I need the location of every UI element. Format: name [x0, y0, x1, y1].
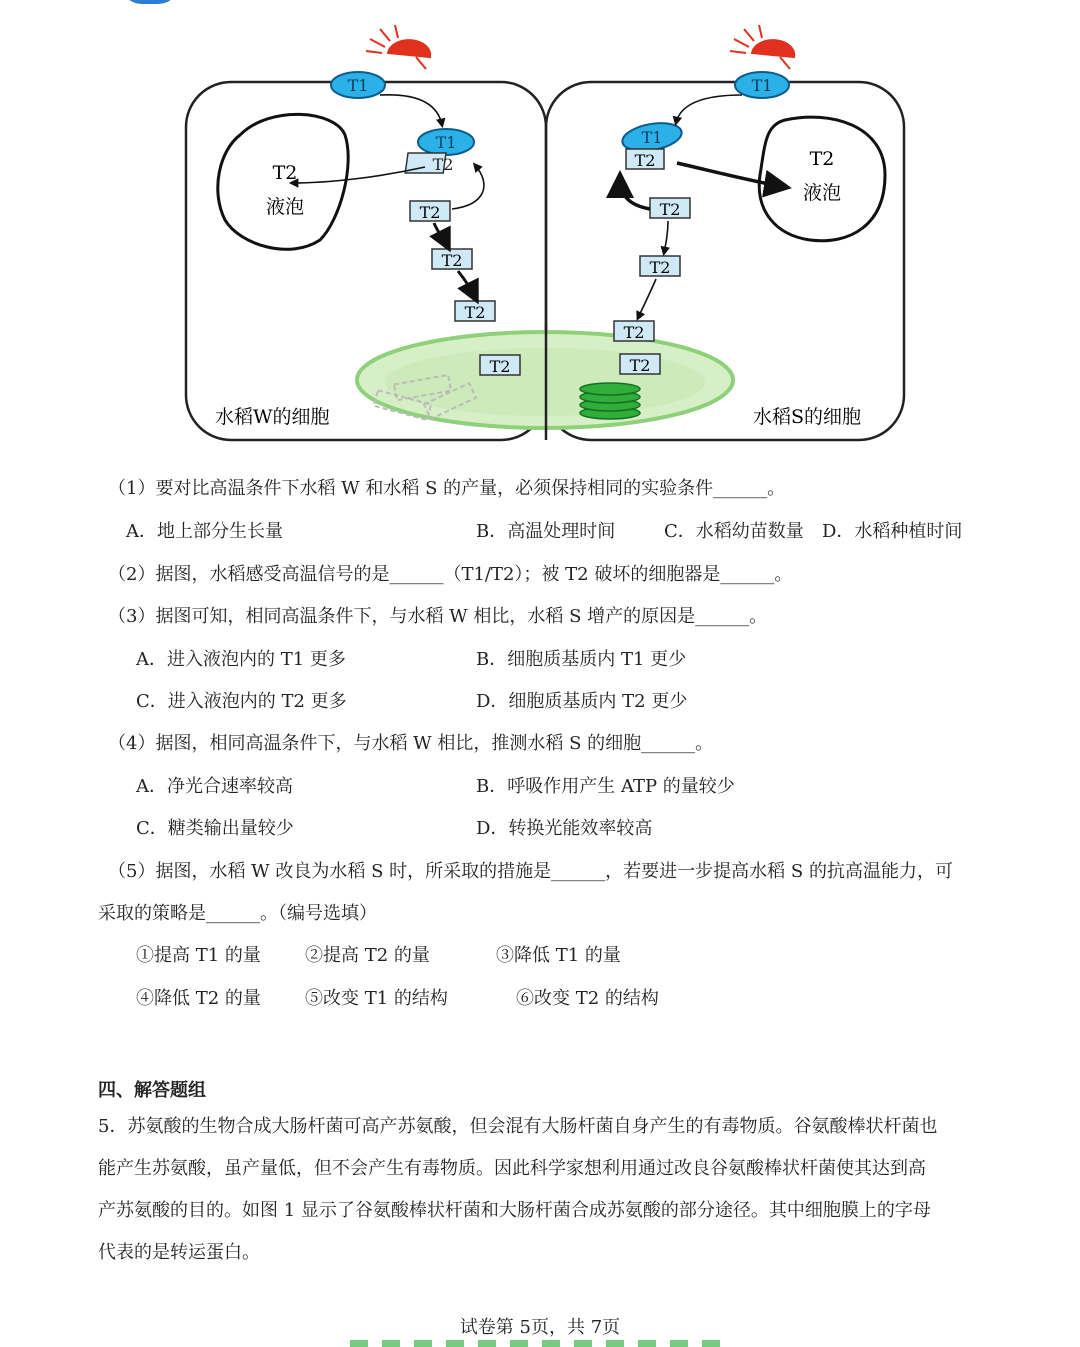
t1-receptor-left — [331, 72, 385, 98]
t2-protein-left-1 — [410, 201, 450, 222]
svg-text:T2: T2 — [629, 356, 651, 375]
q3-option-a: A．进入液泡内的 T1 更多 — [136, 649, 346, 670]
svg-text:T2: T2 — [659, 200, 681, 219]
q5-choice-5: ⑤改变 T1 的结构 — [305, 988, 448, 1009]
svg-text:T2: T2 — [634, 151, 656, 170]
page-footer: 试卷第 5页，共 7页 — [459, 1317, 621, 1338]
paragraph-line-3: 产苏氨酸的目的。如图 1 显示了谷氨酸棒状杆菌和大肠杆菌合成苏氨酸的部分途径。其中细胞膜上的字母 — [98, 1200, 931, 1221]
right-vacuole-t2: T2 — [809, 148, 835, 170]
svg-text:T1: T1 — [347, 76, 369, 95]
q4-stem: （4）据图，相同高温条件下，与水稻 W 相比，推测水稻 S 的细胞______。 — [108, 733, 714, 754]
svg-text:T2: T2 — [489, 357, 511, 376]
svg-text:T2: T2 — [441, 251, 463, 270]
svg-text:T1: T1 — [751, 76, 773, 95]
t2-protein-right-4 — [620, 354, 660, 375]
svg-text:T2: T2 — [623, 323, 645, 342]
t1-receptor-right — [735, 72, 789, 98]
q2-stem: （2）据图，水稻感受高温信号的是______（T1/T2）；被 T2 破坏的细胞器是______。 — [108, 564, 793, 585]
svg-text:T1: T1 — [641, 128, 663, 147]
right-panel-caption: 水稻S的细胞 — [753, 406, 862, 428]
paragraph-line-2: 能产生苏氨酸，虽产量低，但不会产生有毒物质。因此科学家想利用通过改良谷氨酸棒状杆菌使其达到高 — [98, 1158, 926, 1179]
q1-option-c: C．水稻幼苗数量 — [664, 521, 804, 542]
q3-option-d: D．细胞质基质内 T2 更少 — [476, 691, 688, 712]
q1-option-d: D．水稻种植时间 — [822, 521, 963, 542]
sun-icon-left — [366, 25, 430, 69]
thylakoid-stack — [580, 383, 640, 419]
q1-stem: （1）要对比高温条件下水稻 W 和水稻 S 的产量，必须保持相同的实验条件______。 — [108, 478, 786, 499]
left-vacuole-t2: T2 — [272, 162, 298, 184]
q4-option-c: C．糖类输出量较少 — [136, 818, 294, 839]
t2-protein-left-4 — [480, 355, 520, 376]
left-vacuole-label: 液泡 — [265, 196, 305, 218]
q1-option-b: B．高温处理时间 — [476, 521, 616, 542]
q5-choice-1: ①提高 T1 的量 — [136, 945, 261, 966]
svg-text:T1: T1 — [435, 133, 457, 152]
q3-stem: （3）据图可知，相同高温条件下，与水稻 W 相比，水稻 S 增产的原因是______。 — [108, 606, 768, 627]
q5-choice-3: ③降低 T1 的量 — [496, 945, 621, 966]
q5-choice-2: ②提高 T2 的量 — [305, 945, 430, 966]
cell-diagram — [180, 25, 910, 450]
t2-protein-right-3 — [614, 321, 654, 342]
q3-option-c: C．进入液泡内的 T2 更多 — [136, 691, 347, 712]
paragraph-line-1: 5．苏氨酸的生物合成大肠杆菌可高产苏氨酸，但会混有大肠杆菌自身产生的有毒物质。谷氨酸棒状杆菌也 — [98, 1116, 938, 1137]
t2-protein-right-2 — [640, 256, 680, 277]
footer-watermark-strip — [350, 1340, 730, 1347]
q3-option-b: B．细胞质基质内 T1 更少 — [476, 649, 687, 670]
q5-choice-4: ④降低 T2 的量 — [136, 988, 261, 1009]
right-vacuole — [759, 117, 885, 241]
q5-stem-line1: （5）据图，水稻 W 改良为水稻 S 时，所采取的措施是______，若要进一步提高水稻 S 的抗高温能力，可 — [108, 861, 953, 882]
t1-t2-complex-right — [620, 119, 684, 170]
q5-choice-6: ⑥改变 T2 的结构 — [516, 988, 659, 1009]
t2-protein-left-3 — [455, 301, 495, 322]
t1-t2-complex-left — [405, 129, 474, 174]
svg-text:T2: T2 — [464, 303, 486, 322]
t2-protein-left-2 — [432, 249, 472, 270]
svg-text:T2: T2 — [432, 155, 454, 174]
paragraph-line-4: 代表的是转运蛋白。 — [98, 1242, 260, 1263]
sun-icon-right — [730, 25, 794, 69]
t2-protein-right-1 — [650, 198, 690, 219]
top-blue-mark — [120, 0, 180, 4]
q5-stem-line2: 采取的策略是______。（编号选填） — [98, 903, 377, 924]
q1-option-a: A．地上部分生长量 — [126, 521, 283, 542]
q4-option-b: B．呼吸作用产生 ATP 的量较少 — [476, 776, 735, 797]
left-panel-caption: 水稻W的细胞 — [215, 406, 330, 428]
svg-text:T2: T2 — [419, 203, 441, 222]
right-vacuole-label: 液泡 — [802, 182, 842, 204]
q4-option-a: A．净光合速率较高 — [136, 776, 293, 797]
svg-text:T2: T2 — [649, 258, 671, 277]
q4-option-d: D．转换光能效率较高 — [476, 818, 653, 839]
section-heading: 四、解答题组 — [98, 1080, 206, 1101]
